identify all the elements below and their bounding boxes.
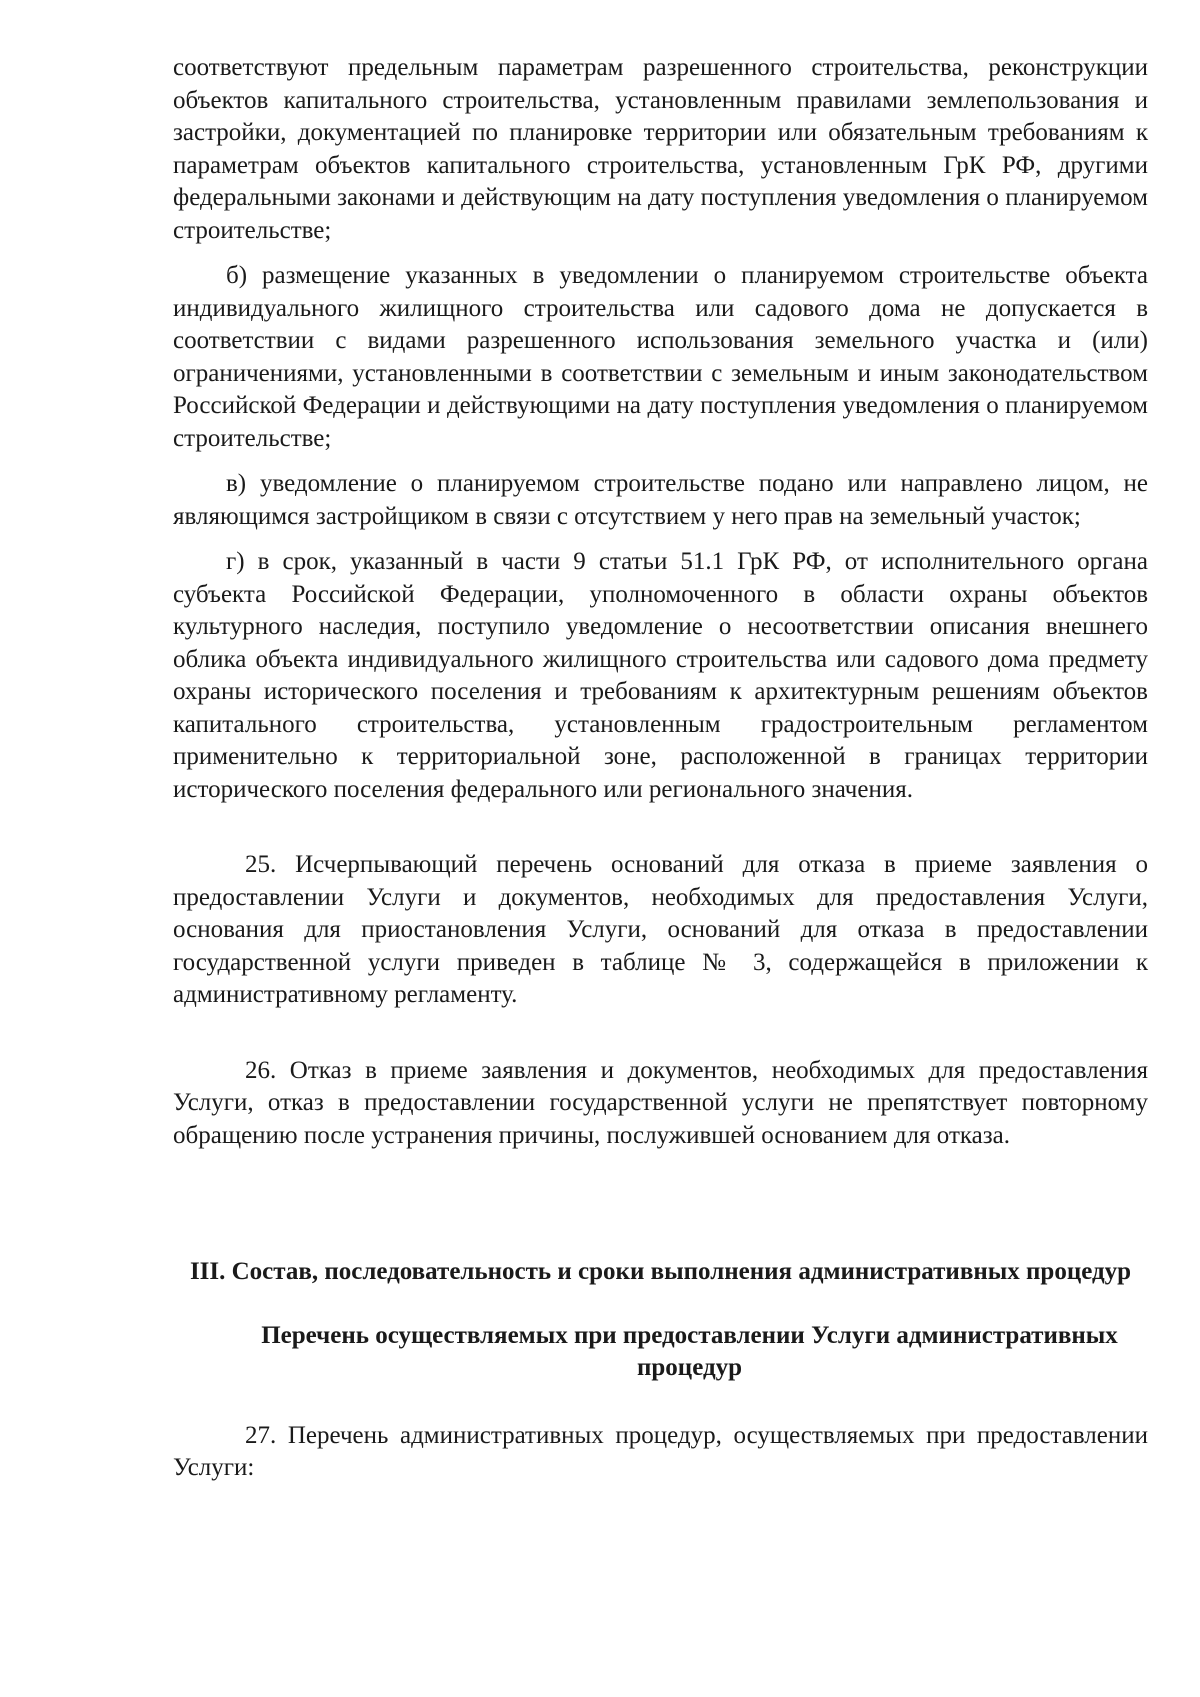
paragraph-item-b: б) размещение указанных в уведомлении о планируемом строительстве объекта индивидуального жилищного строительства или садового дома не допускается в соответствии с видами разрешенного использования земельного участка и (или) ограничениями, установленными в соответствии с земельным и иным законодательством Российской Федерации и действующими на дату поступления уведомления о планируемом строительстве;: [173, 262, 1148, 452]
paragraph-item-v: в) уведомление о планируемом строительстве подано или направлено лицом, не являющимся застройщиком в связи с отсутствием у него прав на земельный участок;: [173, 470, 1148, 530]
paragraph-27: 27. Перечень административных процедур, осуществляемых при предоставлении Услуги:: [173, 1421, 1148, 1481]
document-page: [173, 52, 1148, 1485]
paragraph-continuation: соответствуют предельным параметрам разрешенного строительства, реконструкции объектов капитального строительства, установленным правилами землепользования и застройки, документацией по планировке территории или обязательным требованиям к параметрам объектов капитального строительства, установленным ГрК РФ, другими федеральными законами и действующим на дату поступления уведомления о планируемом строительстве;: [173, 54, 1148, 244]
paragraph-item-g: г) в срок, указанный в части 9 статьи 51.1 ГрК РФ, от исполнительного органа субъекта Российской Федерации, уполномоченного в области охраны объектов культурного наследия, поступило уведомление о несоответствии описания внешнего облика объекта индивидуального жилищного строительства или садового дома предмету охраны исторического поселения и требованиям к архитектурным решениям объектов капитального строительства, установленным градостроительным регламентом применительно к территориальной зоне, расположенной в границах территории исторического поселения федерального или регионального значения.: [173, 548, 1148, 803]
paragraph-25: 25. Исчерпывающий перечень оснований для отказа в приеме заявления о предоставлении Услуги и документов, необходимых для предоставления Услуги, основания для приостановления Услуги, оснований для отказа в предоставлении государственной услуги приведен в таблице № 3, содержащейся в приложении к административному регламенту.: [173, 851, 1148, 1008]
paragraph-26: 26. Отказ в приеме заявления и документов, необходимых для предоставления Услуги, отказ в предоставлении государственной услуги не препятствует повторному обращению после устранения причины, послужившей основанием для отказа.: [173, 1056, 1148, 1149]
section-heading: III. Состав, последовательность и сроки выполнения административных процедур: [189, 1258, 1132, 1285]
subsection-heading: Перечень осуществляемых при предоставлении Услуги административных процедур: [261, 1321, 1118, 1381]
